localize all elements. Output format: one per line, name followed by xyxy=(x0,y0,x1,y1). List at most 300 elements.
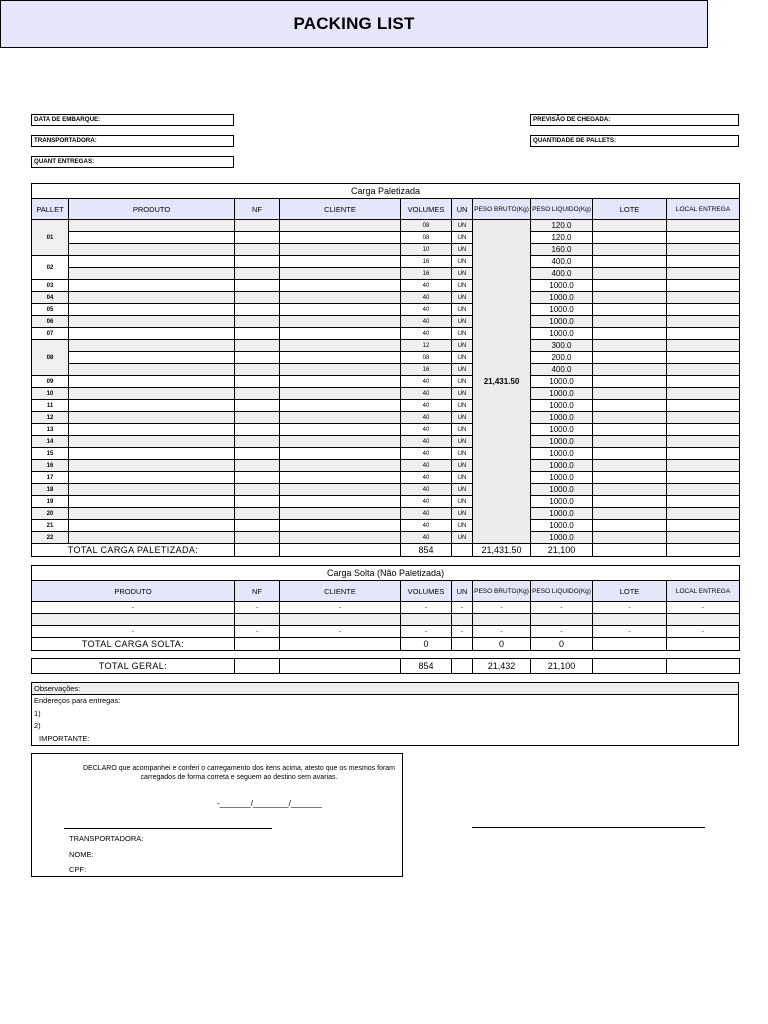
local-entrega-cell[interactable] xyxy=(667,460,740,472)
dash-cell: - xyxy=(667,626,740,638)
nf-cell[interactable] xyxy=(235,508,280,520)
produto-cell[interactable] xyxy=(69,436,235,448)
peso-bruto-cell: 21,431.50 xyxy=(473,220,531,544)
cliente-cell[interactable] xyxy=(280,232,401,244)
table-row xyxy=(32,316,740,328)
local-entrega-cell[interactable] xyxy=(667,364,740,376)
cliente-cell[interactable] xyxy=(280,460,401,472)
cliente-cell[interactable] xyxy=(280,484,401,496)
table-row xyxy=(32,232,740,244)
dash-cell: - xyxy=(401,626,452,638)
local-entrega-cell[interactable] xyxy=(667,232,740,244)
cliente-cell[interactable] xyxy=(280,352,401,364)
local-entrega-cell[interactable] xyxy=(667,280,740,292)
un-cell: UN xyxy=(452,292,473,304)
empty-cell xyxy=(235,544,280,557)
local-entrega-cell[interactable] xyxy=(667,292,740,304)
produto-cell[interactable] xyxy=(69,376,235,388)
lote-cell[interactable] xyxy=(593,352,667,364)
produto-cell[interactable] xyxy=(69,424,235,436)
peso-liquido-cell: 1000.0 xyxy=(531,484,593,496)
produto-cell[interactable] xyxy=(69,328,235,340)
peso-liquido-cell: 120.0 xyxy=(531,220,593,232)
volumes-cell: 40 xyxy=(401,316,452,328)
peso-liquido-cell: 1000.0 xyxy=(531,508,593,520)
peso-liquido-cell: 1000.0 xyxy=(531,328,593,340)
total-solta-bruto: 0 xyxy=(473,638,531,651)
table-row xyxy=(32,484,740,496)
empty-cell xyxy=(667,544,740,557)
volumes-cell: 40 xyxy=(401,280,452,292)
dash-cell: - xyxy=(235,602,280,614)
un-cell: UN xyxy=(452,280,473,292)
volumes-cell: 40 xyxy=(401,376,452,388)
table-row xyxy=(32,424,740,436)
cliente-cell[interactable] xyxy=(280,400,401,412)
lote-cell[interactable] xyxy=(593,244,667,256)
nf-cell[interactable] xyxy=(235,232,280,244)
dash-cell: - xyxy=(32,602,235,614)
nf-cell[interactable] xyxy=(235,400,280,412)
observacoes-title: Observações: xyxy=(32,683,738,695)
declaracao-text: DECLARO que acompanhei e conferi o carregamento dos itens acima, atesto que os mesmos foram carregados de forma correta e seguem ao destino sem avarias. xyxy=(82,765,396,781)
un-cell: UN xyxy=(452,256,473,268)
table-row xyxy=(32,602,740,614)
volumes-cell: 40 xyxy=(401,388,452,400)
nf-cell[interactable] xyxy=(235,460,280,472)
dash-cell: - xyxy=(531,626,593,638)
cliente-cell[interactable] xyxy=(280,340,401,352)
field-previsao-chegada[interactable]: PREVISÃO DE CHEGADA: xyxy=(530,114,739,126)
pallet-cell: 07 xyxy=(32,328,69,340)
dash-cell: - xyxy=(473,602,531,614)
page-title: PACKING LIST xyxy=(293,14,415,33)
produto-cell[interactable] xyxy=(69,316,235,328)
pallet-cell: 22 xyxy=(32,532,69,544)
lote-cell[interactable] xyxy=(593,472,667,484)
volumes-cell: 40 xyxy=(401,412,452,424)
peso-liquido-cell: 160.0 xyxy=(531,244,593,256)
lote-cell[interactable] xyxy=(593,280,667,292)
table-row xyxy=(32,256,740,268)
un-cell: UN xyxy=(452,316,473,328)
un-cell: UN xyxy=(452,412,473,424)
cliente-cell[interactable] xyxy=(280,532,401,544)
solta-header-local-entrega: LOCAL ENTREGA xyxy=(667,581,740,602)
volumes-cell: 16 xyxy=(401,268,452,280)
peso-liquido-cell: 1000.0 xyxy=(531,424,593,436)
nf-cell[interactable] xyxy=(235,304,280,316)
col-header-volumes: VOLUMES xyxy=(401,199,452,220)
local-entrega-cell[interactable] xyxy=(667,316,740,328)
table-row xyxy=(32,472,740,484)
local-entrega-cell[interactable] xyxy=(667,472,740,484)
peso-liquido-cell: 1000.0 xyxy=(531,412,593,424)
volumes-cell: 08 xyxy=(401,220,452,232)
pallet-cell: 02 xyxy=(32,256,69,280)
table-row xyxy=(32,520,740,532)
local-entrega-cell[interactable] xyxy=(667,400,740,412)
peso-liquido-cell: 1000.0 xyxy=(531,376,593,388)
nf-cell[interactable] xyxy=(235,328,280,340)
dash-cell: - xyxy=(452,626,473,638)
lote-cell[interactable] xyxy=(593,424,667,436)
total-carga-paletizada-label: TOTAL CARGA PALETIZADA: xyxy=(32,544,235,557)
dash-cell: - xyxy=(593,602,667,614)
lote-cell[interactable] xyxy=(593,376,667,388)
nf-cell[interactable] xyxy=(235,220,280,232)
local-entrega-cell[interactable] xyxy=(667,352,740,364)
empty-cell xyxy=(593,544,667,557)
local-entrega-cell[interactable] xyxy=(667,520,740,532)
lote-cell[interactable] xyxy=(593,436,667,448)
nf-cell[interactable] xyxy=(235,268,280,280)
cpf-label: CPF: xyxy=(69,865,87,874)
field-quant-entregas[interactable]: QUANT ENTREGAS: xyxy=(31,156,234,168)
col-header-nf: NF xyxy=(235,199,280,220)
lote-cell[interactable] xyxy=(593,232,667,244)
un-cell: UN xyxy=(452,376,473,388)
table-row xyxy=(32,220,740,232)
peso-liquido-cell: 1000.0 xyxy=(531,400,593,412)
peso-liquido-cell: 1000.0 xyxy=(531,472,593,484)
volumes-cell: 40 xyxy=(401,292,452,304)
transportadora-label: TRANSPORTADORA: xyxy=(69,834,144,843)
un-cell: UN xyxy=(452,328,473,340)
produto-cell[interactable] xyxy=(69,268,235,280)
lote-cell[interactable] xyxy=(593,460,667,472)
nf-cell[interactable] xyxy=(235,496,280,508)
solta-header-peso-bruto: PESO BRUTO(Kg) xyxy=(473,581,531,602)
produto-cell[interactable] xyxy=(69,532,235,544)
produto-cell[interactable] xyxy=(69,292,235,304)
produto-cell[interactable] xyxy=(69,340,235,352)
declaracao-box xyxy=(31,753,403,877)
peso-liquido-cell: 400.0 xyxy=(531,256,593,268)
date-line[interactable]: -_______/________/_______ xyxy=(217,799,322,808)
un-cell: UN xyxy=(452,352,473,364)
nf-cell[interactable] xyxy=(235,364,280,376)
local-entrega-cell[interactable] xyxy=(667,244,740,256)
table-row xyxy=(32,400,740,412)
cliente-cell[interactable] xyxy=(280,268,401,280)
produto-cell[interactable] xyxy=(69,412,235,424)
nf-cell[interactable] xyxy=(235,316,280,328)
nf-cell[interactable] xyxy=(235,292,280,304)
lote-cell[interactable] xyxy=(593,268,667,280)
cliente-cell[interactable] xyxy=(280,496,401,508)
cliente-cell[interactable] xyxy=(280,508,401,520)
nf-cell[interactable] xyxy=(235,412,280,424)
volumes-cell: 40 xyxy=(401,400,452,412)
local-entrega-cell[interactable] xyxy=(667,304,740,316)
produto-cell[interactable] xyxy=(69,352,235,364)
lote-cell[interactable] xyxy=(593,328,667,340)
volumes-cell: 40 xyxy=(401,448,452,460)
field-data-embarque[interactable]: DATA DE EMBARQUE: xyxy=(31,114,234,126)
nf-cell[interactable] xyxy=(235,376,280,388)
nf-cell[interactable] xyxy=(235,340,280,352)
local-entrega-cell[interactable] xyxy=(667,424,740,436)
cliente-cell[interactable] xyxy=(280,256,401,268)
un-cell: UN xyxy=(452,364,473,376)
local-entrega-cell[interactable] xyxy=(667,220,740,232)
pallet-cell: 18 xyxy=(32,484,69,496)
dash-cell: - xyxy=(473,626,531,638)
pallet-cell: 09 xyxy=(32,376,69,388)
lote-cell[interactable] xyxy=(593,364,667,376)
signature-line-right[interactable] xyxy=(472,827,705,828)
produto-cell[interactable] xyxy=(69,244,235,256)
produto-cell[interactable] xyxy=(69,496,235,508)
table-row xyxy=(32,496,740,508)
solta-header-lote: LOTE xyxy=(593,581,667,602)
volumes-cell: 40 xyxy=(401,460,452,472)
un-cell: UN xyxy=(452,388,473,400)
dash-cell: - xyxy=(531,602,593,614)
total-geral-row xyxy=(32,659,740,674)
cliente-cell[interactable] xyxy=(280,316,401,328)
local-entrega-cell[interactable] xyxy=(667,340,740,352)
produto-cell[interactable] xyxy=(69,388,235,400)
cliente-cell[interactable] xyxy=(280,376,401,388)
nf-cell[interactable] xyxy=(235,280,280,292)
table-row xyxy=(32,388,740,400)
peso-liquido-cell: 1000.0 xyxy=(531,388,593,400)
lote-cell[interactable] xyxy=(593,400,667,412)
table-row xyxy=(32,328,740,340)
lote-cell[interactable] xyxy=(593,220,667,232)
local-entrega-cell[interactable] xyxy=(667,328,740,340)
lote-cell[interactable] xyxy=(593,448,667,460)
un-cell: UN xyxy=(452,424,473,436)
nf-cell[interactable] xyxy=(235,520,280,532)
peso-liquido-cell: 1000.0 xyxy=(531,436,593,448)
lote-cell[interactable] xyxy=(593,508,667,520)
nf-cell[interactable] xyxy=(235,472,280,484)
nf-cell[interactable] xyxy=(235,256,280,268)
pallet-cell: 17 xyxy=(32,472,69,484)
lote-cell[interactable] xyxy=(593,484,667,496)
volumes-cell: 16 xyxy=(401,364,452,376)
table-row xyxy=(32,304,740,316)
local-entrega-cell[interactable] xyxy=(667,496,740,508)
produto-cell[interactable] xyxy=(69,508,235,520)
peso-liquido-cell: 1000.0 xyxy=(531,292,593,304)
field-transportadora[interactable]: TRANSPORTADORA: xyxy=(31,135,234,147)
produto-cell[interactable] xyxy=(69,400,235,412)
volumes-cell: 16 xyxy=(401,256,452,268)
local-entrega-cell[interactable] xyxy=(667,484,740,496)
cliente-cell[interactable] xyxy=(280,388,401,400)
peso-liquido-cell: 1000.0 xyxy=(531,496,593,508)
produto-cell[interactable] xyxy=(69,484,235,496)
col-header-un: UN xyxy=(452,199,473,220)
pallet-cell: 13 xyxy=(32,424,69,436)
cliente-cell[interactable] xyxy=(280,280,401,292)
lote-cell[interactable] xyxy=(593,532,667,544)
peso-liquido-cell: 1000.0 xyxy=(531,304,593,316)
local-entrega-cell[interactable] xyxy=(667,532,740,544)
table-row xyxy=(32,364,740,376)
local-entrega-cell[interactable] xyxy=(667,448,740,460)
pallet-cell: 01 xyxy=(32,220,69,256)
solta-header-cliente: CLIENTE xyxy=(280,581,401,602)
col-header-peso-bruto: PESO BRUTO(Kg) xyxy=(473,199,531,220)
lote-cell[interactable] xyxy=(593,304,667,316)
volumes-cell: 10 xyxy=(401,244,452,256)
solta-header-nf: NF xyxy=(235,581,280,602)
cliente-cell[interactable] xyxy=(280,304,401,316)
un-cell: UN xyxy=(452,484,473,496)
un-cell: UN xyxy=(452,232,473,244)
table-row xyxy=(32,352,740,364)
volumes-cell: 08 xyxy=(401,232,452,244)
endereco-item-1: 1) xyxy=(34,708,41,718)
table-row xyxy=(32,292,740,304)
local-entrega-cell[interactable] xyxy=(667,376,740,388)
volumes-cell: 40 xyxy=(401,508,452,520)
nf-cell[interactable] xyxy=(235,532,280,544)
nome-label: NOME: xyxy=(69,850,94,859)
total-paletizada-bruto: 21,431.50 xyxy=(473,544,531,557)
cliente-cell[interactable] xyxy=(280,472,401,484)
volumes-cell: 40 xyxy=(401,484,452,496)
field-quantidade-pallets[interactable]: QUANTIDADE DE PALLETS: xyxy=(530,135,739,147)
nf-cell[interactable] xyxy=(235,424,280,436)
nf-cell[interactable] xyxy=(235,436,280,448)
pallet-cell: 06 xyxy=(32,316,69,328)
pallet-cell: 03 xyxy=(32,280,69,292)
observacoes-box[interactable] xyxy=(31,682,739,746)
table-row xyxy=(32,532,740,544)
un-cell: UN xyxy=(452,520,473,532)
pallet-cell: 12 xyxy=(32,412,69,424)
nf-cell[interactable] xyxy=(235,244,280,256)
total-carga-paletizada-row xyxy=(32,544,740,557)
volumes-cell: 40 xyxy=(401,424,452,436)
volumes-cell: 40 xyxy=(401,496,452,508)
cliente-cell[interactable] xyxy=(280,328,401,340)
empty-cell xyxy=(452,544,473,557)
peso-liquido-cell: 1000.0 xyxy=(531,316,593,328)
un-cell: UN xyxy=(452,304,473,316)
carga-solta-title: Carga Solta (Não Paletizada) xyxy=(32,566,740,581)
table-row xyxy=(32,412,740,424)
total-solta-liquido: 0 xyxy=(531,638,593,651)
un-cell: UN xyxy=(452,508,473,520)
produto-cell[interactable] xyxy=(69,232,235,244)
col-header-produto: PRODUTO xyxy=(69,199,235,220)
cliente-cell[interactable] xyxy=(280,436,401,448)
enderecos-label: Endereços para entregas: xyxy=(34,696,121,705)
peso-liquido-cell: 400.0 xyxy=(531,364,593,376)
signature-line-transportadora[interactable] xyxy=(64,828,272,829)
un-cell: UN xyxy=(452,448,473,460)
produto-cell[interactable] xyxy=(69,520,235,532)
peso-liquido-cell: 1000.0 xyxy=(531,532,593,544)
col-header-lote: LOTE xyxy=(593,199,667,220)
table-row xyxy=(32,436,740,448)
lote-cell[interactable] xyxy=(593,316,667,328)
produto-cell[interactable] xyxy=(69,364,235,376)
peso-liquido-cell: 1000.0 xyxy=(531,460,593,472)
un-cell: UN xyxy=(452,340,473,352)
lote-cell[interactable] xyxy=(593,292,667,304)
table-row xyxy=(32,268,740,280)
produto-cell[interactable] xyxy=(69,460,235,472)
produto-cell[interactable] xyxy=(69,220,235,232)
carga-solta-table xyxy=(31,565,740,651)
cliente-cell[interactable] xyxy=(280,448,401,460)
col-header-cliente: CLIENTE xyxy=(280,199,401,220)
pallet-cell: 11 xyxy=(32,400,69,412)
nf-cell[interactable] xyxy=(235,388,280,400)
volumes-cell: 08 xyxy=(401,352,452,364)
local-entrega-cell[interactable] xyxy=(667,436,740,448)
carga-paletizada-title: Carga Paletizada xyxy=(32,184,740,199)
cliente-cell[interactable] xyxy=(280,412,401,424)
cliente-cell[interactable] xyxy=(280,220,401,232)
solta-header-volumes: VOLUMES xyxy=(401,581,452,602)
local-entrega-cell[interactable] xyxy=(667,508,740,520)
peso-liquido-cell: 200.0 xyxy=(531,352,593,364)
pallet-cell: 08 xyxy=(32,340,69,376)
lote-cell[interactable] xyxy=(593,388,667,400)
volumes-cell: 12 xyxy=(401,340,452,352)
peso-liquido-cell: 120.0 xyxy=(531,232,593,244)
pallet-cell: 21 xyxy=(32,520,69,532)
peso-liquido-cell: 1000.0 xyxy=(531,448,593,460)
nf-cell[interactable] xyxy=(235,352,280,364)
cliente-cell[interactable] xyxy=(280,364,401,376)
produto-cell[interactable] xyxy=(69,256,235,268)
pallet-cell: 19 xyxy=(32,496,69,508)
nf-cell[interactable] xyxy=(235,448,280,460)
dash-cell: - xyxy=(235,626,280,638)
un-cell: UN xyxy=(452,268,473,280)
local-entrega-cell[interactable] xyxy=(667,388,740,400)
cliente-cell[interactable] xyxy=(280,292,401,304)
cliente-cell[interactable] xyxy=(280,244,401,256)
local-entrega-cell[interactable] xyxy=(667,268,740,280)
lote-cell[interactable] xyxy=(593,340,667,352)
total-paletizada-volumes: 854 xyxy=(401,544,452,557)
un-cell: UN xyxy=(452,400,473,412)
lote-cell[interactable] xyxy=(593,412,667,424)
volumes-cell: 40 xyxy=(401,532,452,544)
peso-liquido-cell: 1000.0 xyxy=(531,520,593,532)
produto-cell[interactable] xyxy=(69,304,235,316)
local-entrega-cell[interactable] xyxy=(667,256,740,268)
cliente-cell[interactable] xyxy=(280,520,401,532)
lote-cell[interactable] xyxy=(593,496,667,508)
produto-cell[interactable] xyxy=(69,448,235,460)
volumes-cell: 40 xyxy=(401,436,452,448)
pallet-cell: 14 xyxy=(32,436,69,448)
lote-cell[interactable] xyxy=(593,520,667,532)
local-entrega-cell[interactable] xyxy=(667,412,740,424)
cliente-cell[interactable] xyxy=(280,424,401,436)
produto-cell[interactable] xyxy=(69,280,235,292)
pallet-cell: 15 xyxy=(32,448,69,460)
volumes-cell: 40 xyxy=(401,472,452,484)
volumes-cell: 40 xyxy=(401,304,452,316)
lote-cell[interactable] xyxy=(593,256,667,268)
produto-cell[interactable] xyxy=(69,472,235,484)
un-cell: UN xyxy=(452,472,473,484)
nf-cell[interactable] xyxy=(235,484,280,496)
